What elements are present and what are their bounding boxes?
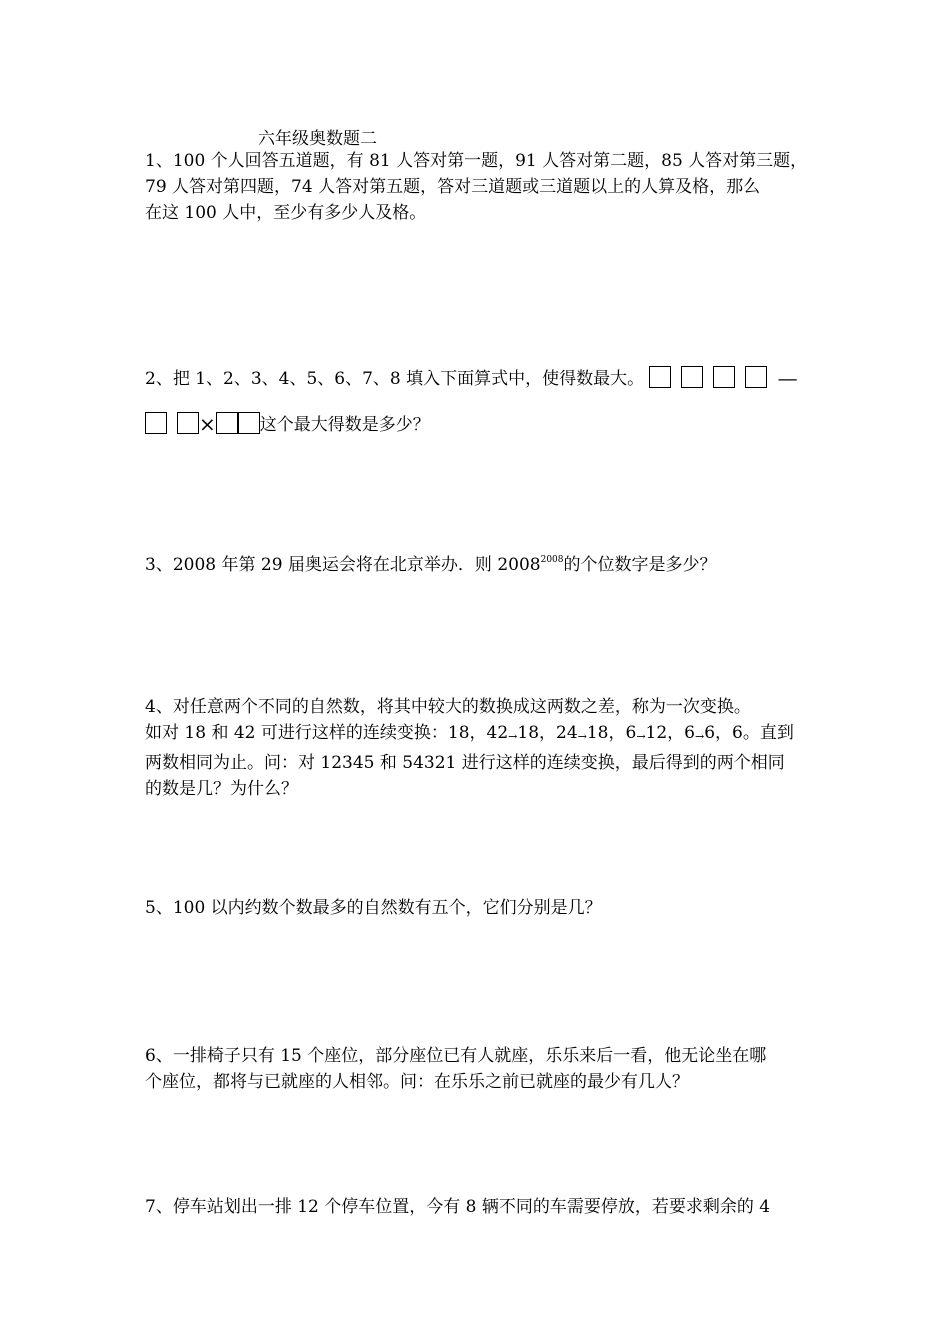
question-1-line: 1、100 个人回答五道题，有 81 人答对第一题，91 人答对第二题，85 人答对第三题， (145, 151, 808, 171)
question-6-line: 个座位，都将与已就座的人相邻。问：在乐乐之前已就座的最少有几人？ (145, 1072, 689, 1092)
question-6-line: 6、一排椅子只有 15 个座位，部分座位已有人就座，乐乐来后一看，他无论坐在哪 (145, 1046, 767, 1066)
question-3-text: 的个位数字是多少？ (563, 555, 717, 575)
arrow-icon: → (636, 730, 646, 743)
question-2-tail: 这个最大得数是多少？ (259, 415, 430, 435)
question-4-line: 的数是几？为什么？ (145, 779, 298, 799)
question-2-line-2 (145, 410, 430, 440)
answer-box[interactable] (745, 366, 767, 388)
question-2-line-1 (145, 364, 798, 394)
answer-box[interactable] (681, 366, 703, 388)
answer-box[interactable] (177, 412, 199, 434)
question-2-text: 2、把 1、2、3、4、5、6、7、8 填入下面算式中，使得数最大。 (145, 369, 645, 389)
question-4 (145, 694, 820, 802)
answer-box[interactable] (649, 366, 671, 388)
question-3-text: 3、2008 年第 29 届奥运会将在北京举办．则 2008 (145, 555, 541, 575)
question-5 (145, 895, 820, 921)
answer-box[interactable] (216, 412, 238, 434)
question-5-text: 5、100 以内约数个数最多的自然数有五个，它们分别是几？ (145, 898, 602, 918)
question-7 (145, 1194, 820, 1220)
exponent: 2008 (540, 555, 564, 565)
question-3 (145, 547, 820, 578)
question-6 (145, 1043, 820, 1095)
answer-box[interactable] (145, 412, 167, 434)
question-1-line: 79 人答对第四题，74 人答对第五题，答对三道题或三道题以上的人算及格，那么 (145, 177, 761, 197)
answer-box[interactable] (238, 412, 260, 434)
question-4-line: 如对 18 和 42 可进行这样的连续变换：18，42→18，24→18，6→12，6→6，6。直到 (145, 723, 794, 743)
minus-sign: — (777, 366, 798, 390)
page-title: 六年级奥数题二 (258, 129, 377, 149)
question-1-line: 在这 100 人中，至少有多少人及格。 (145, 203, 427, 223)
question-1 (145, 148, 820, 226)
arrow-icon: → (508, 730, 518, 743)
arrow-icon: → (577, 730, 587, 743)
question-4-line: 两数相同为止。问：对 12345 和 54321 进行这样的连续变换，最后得到的两个相同 (145, 753, 785, 773)
question-4-line: 4、对任意两个不同的自然数，将其中较大的数换成这两数之差，称为一次变换。 (145, 697, 751, 717)
answer-box[interactable] (713, 366, 735, 388)
times-sign: × (199, 412, 216, 436)
arrow-icon: → (694, 730, 705, 743)
question-7-text: 7、停车站划出一排 12 个停车位置，今有 8 辆不同的车需要停放，若要求剩余的 4 (145, 1197, 771, 1217)
